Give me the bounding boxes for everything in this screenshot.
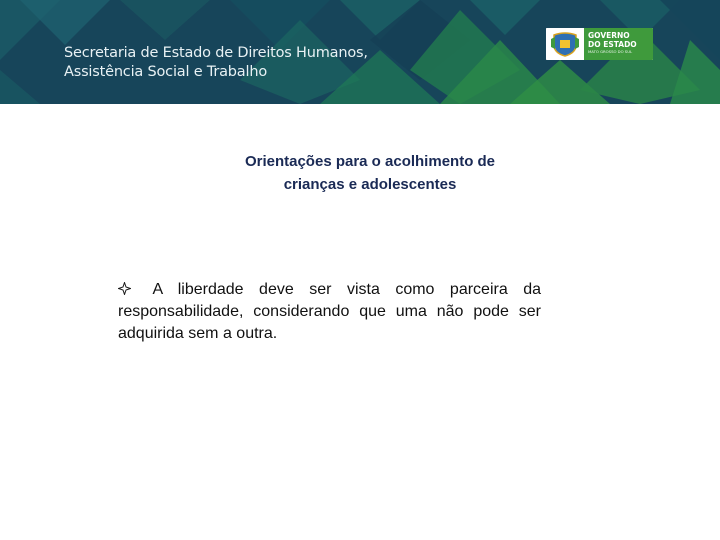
organization-name-line1: Secretaria de Estado de Direitos Humanos, [64, 45, 368, 61]
government-logo-line2: DO ESTADO [588, 40, 637, 49]
government-logo-line1: GOVERNO [588, 31, 630, 40]
government-logo-text [584, 28, 653, 60]
bullet-paragraph [118, 279, 541, 345]
header-banner [0, 0, 720, 104]
government-logo [546, 28, 653, 60]
state-coat-of-arms-icon [546, 28, 584, 60]
bullet-text: A liberdade deve ser vista como parceira da responsabilidade, considerando que uma não pode ser adquirida sem a outra. [118, 281, 541, 342]
organization-name-line2: Assistência Social e Trabalho [64, 64, 267, 80]
slide-title-line1: Orientações para o acolhimento de [244, 153, 496, 170]
organization-name [64, 44, 368, 82]
diamond-bullet-icon [118, 281, 146, 298]
slide-title-line2: crianças e adolescentes [283, 176, 457, 193]
government-logo-state: MATO GROSSO DO SUL [588, 49, 633, 54]
slide-title [160, 150, 580, 196]
